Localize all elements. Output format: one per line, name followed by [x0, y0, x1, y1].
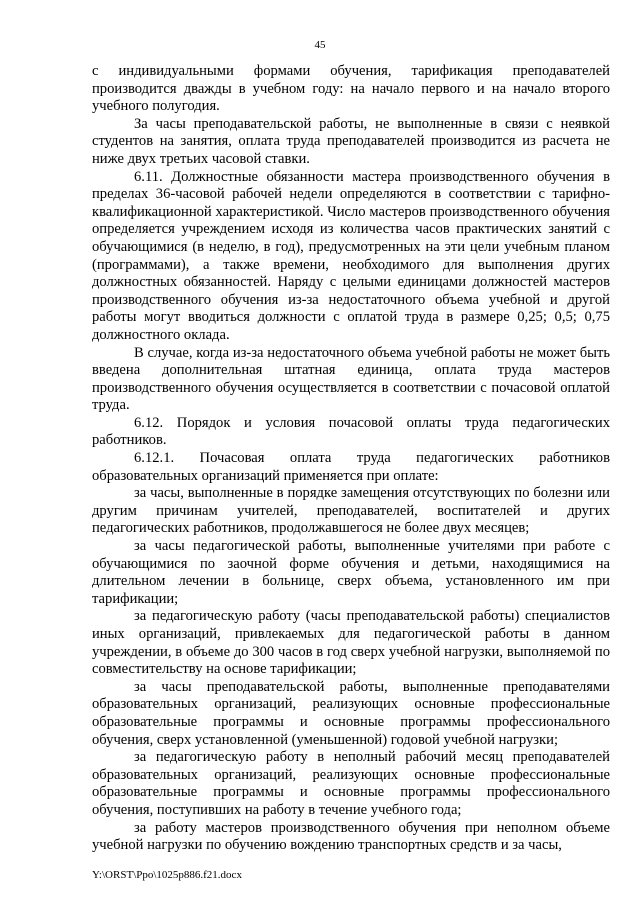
paragraph: В случае, когда из-за недостаточного объема учебной работы не может быть введена дополнительная штатная единица, оплата труда мастеров производственного обучения осуществляется в соответствии с почасовой оплатой труда.: [92, 344, 610, 414]
file-path-footer: Y:\ORST\Ppo\1025p886.f21.docx: [92, 869, 242, 881]
paragraph: за работу мастеров производственного обучения при неполном объеме учебной нагрузки по обучению вождению транспортных средств и за часы,: [92, 819, 610, 854]
document-body: [92, 63, 610, 855]
paragraph: за педагогическую работу (часы преподавательской работы) специалистов иных организаций, привлекаемых для педагогической работы в данном учреждении, в объеме до 300 часов в год сверх учебной нагрузки, выполняемой по совместительству на основе тарификации;: [92, 608, 610, 678]
paragraph: за часы преподавательской работы, выполненные преподавателями образовательных организаций, реализующих основные профессиональные образовательные программы и основные программы профессионального обучения, сверх установленной (уменьшенной) годовой учебной нагрузки;: [92, 678, 610, 748]
page-number: 45: [314, 39, 326, 51]
paragraph: за педагогическую работу в неполный рабочий месяц преподавателей образовательных организаций, реализующих основные профессиональные образовательные программы и основные программы профессионального обучения, поступивших на работу в течение учебного года;: [92, 749, 610, 818]
paragraph: 6.12. Порядок и условия почасовой оплаты труда педагогических работников.: [92, 414, 610, 449]
paragraph: с индивидуальными формами обучения, тарификация преподавателей производится дважды в учебном году: на начало первого и на начало второго учебного полугодия.: [92, 63, 610, 115]
paragraph: 6.12.1. Почасовая оплата труда педагогических работников образовательных организаций применяется при оплате:: [92, 450, 610, 484]
paragraph: За часы преподавательской работы, не выполненные в связи с неявкой студентов на занятия, оплата труда преподавателей производится из расчета не ниже двух третьих часовой ставки.: [92, 115, 610, 167]
paragraph: за часы педагогической работы, выполненные учителями при работе с обучающимися по заочной форме обучения и детьми, находящимися на длительном лечении в больнице, сверх объема, установленного им при тарификации;: [92, 538, 610, 607]
paragraph: за часы, выполненные в порядке замещения отсутствующих по болезни или другим причинам учителей, преподавателей, воспитателей и других педагогических работников, продолжавшегося не более двух месяцев;: [92, 485, 610, 537]
paragraph: 6.11. Должностные обязанности мастера производственного обучения в пределах 36-часовой рабочей недели определяются в соответствии с тарифно-квалификационной характеристикой. Число мастеров производственного обучения определяется учреждением исходя из количества часов практических занятий с обучающимися (в неделю, в год), предусмотренных на эти цели учебным планом (программами), а также времени, необходимого для выполнения других должностных обязанностей. Наряду с целыми единицами должностей мастеров производственного обучения из-за недостаточного объема учебной и другой работы могут вводиться должности с оплатой труда в размере 0,25; 0,5; 0,75 должностного оклада.: [92, 168, 610, 343]
